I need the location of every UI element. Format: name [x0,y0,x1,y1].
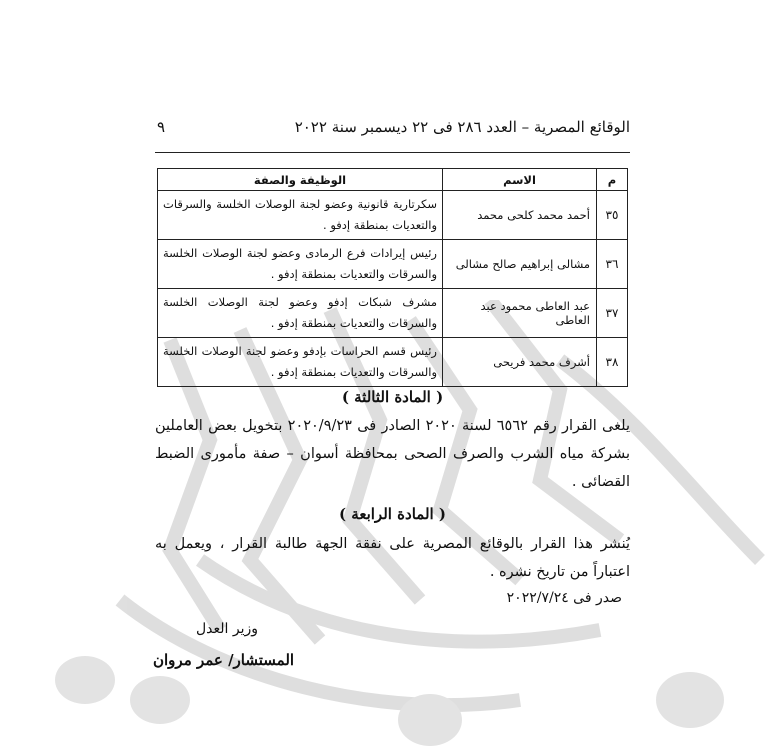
row-name: أحمد محمد كلحى محمد [443,191,597,240]
table-row [158,191,628,240]
row-role: رئيس قسم الحراسات بإدفو وعضو لجنة الوصلات الخلسة والسرقات والتعديات بمنطقة إدفو . [158,338,443,387]
issue-date: صدر فى ٢٠٢٢/٧/٢٤ [506,590,622,606]
row-number: ٣٨ [597,338,628,387]
minister-title: وزير العدل [196,621,259,637]
row-role: سكرتارية قانونية وعضو لجنة الوصلات الخلسة والسرقات والتعديات بمنطقة إدفو . [158,191,443,240]
row-role: رئيس إيرادات فرع الرمادى وعضو لجنة الوصلات الخلسة والسرقات والتعديات بمنطقة إدفو . [158,240,443,289]
table-row [158,289,628,338]
row-number: ٣٥ [597,191,628,240]
table-row [158,240,628,289]
row-name: عبد العاطى محمود عبد العاطى [443,289,597,338]
minister-name: المستشار/ عمر مروان [153,651,295,669]
row-number: ٣٧ [597,289,628,338]
column-header-role: الوظيفة والصفة [158,169,443,191]
members-table [157,168,628,387]
row-role: مشرف شبكات إدفو وعضو لجنة الوصلات الخلسة والسرقات والتعديات بمنطقة إدفو . [158,289,443,338]
table-row [158,338,628,387]
article-three-text: يلغى القرار رقم ٦٥٦٢ لسنة ٢٠٢٠ الصادر فى ٢٠٢٠/٩/٢٣ بتخويل بعض العاملين بشركة مياه الشرب والصرف الصحى بمحافظة أسوان – صفة مأمورى الضبط القضائى . [155,418,630,490]
row-name: أشرف محمد فريحى [443,338,597,387]
gazette-title: الوقائع المصرية – العدد ٢٨٦ فى ٢٢ ديسمبر سنة ٢٠٢٢ [294,118,630,136]
article-three-heading: ( المادة الثالثة ) [341,388,444,406]
page-header [155,118,630,153]
table-header-row [158,169,628,191]
article-four-text: يُنشر هذا القرار بالوقائع المصرية على نفقة الجهة طالبة القرار ، ويعمل به اعتباراً من تاريخ نشره . [155,536,630,580]
row-number: ٣٦ [597,240,628,289]
column-header-name: الاسم [443,169,597,191]
column-header-number: م [597,169,628,191]
article-four-heading: ( المادة الرابعة ) [338,505,446,523]
row-name: مشالى إبراهيم صالح مشالى [443,240,597,289]
page-number: ٩ [157,118,166,136]
